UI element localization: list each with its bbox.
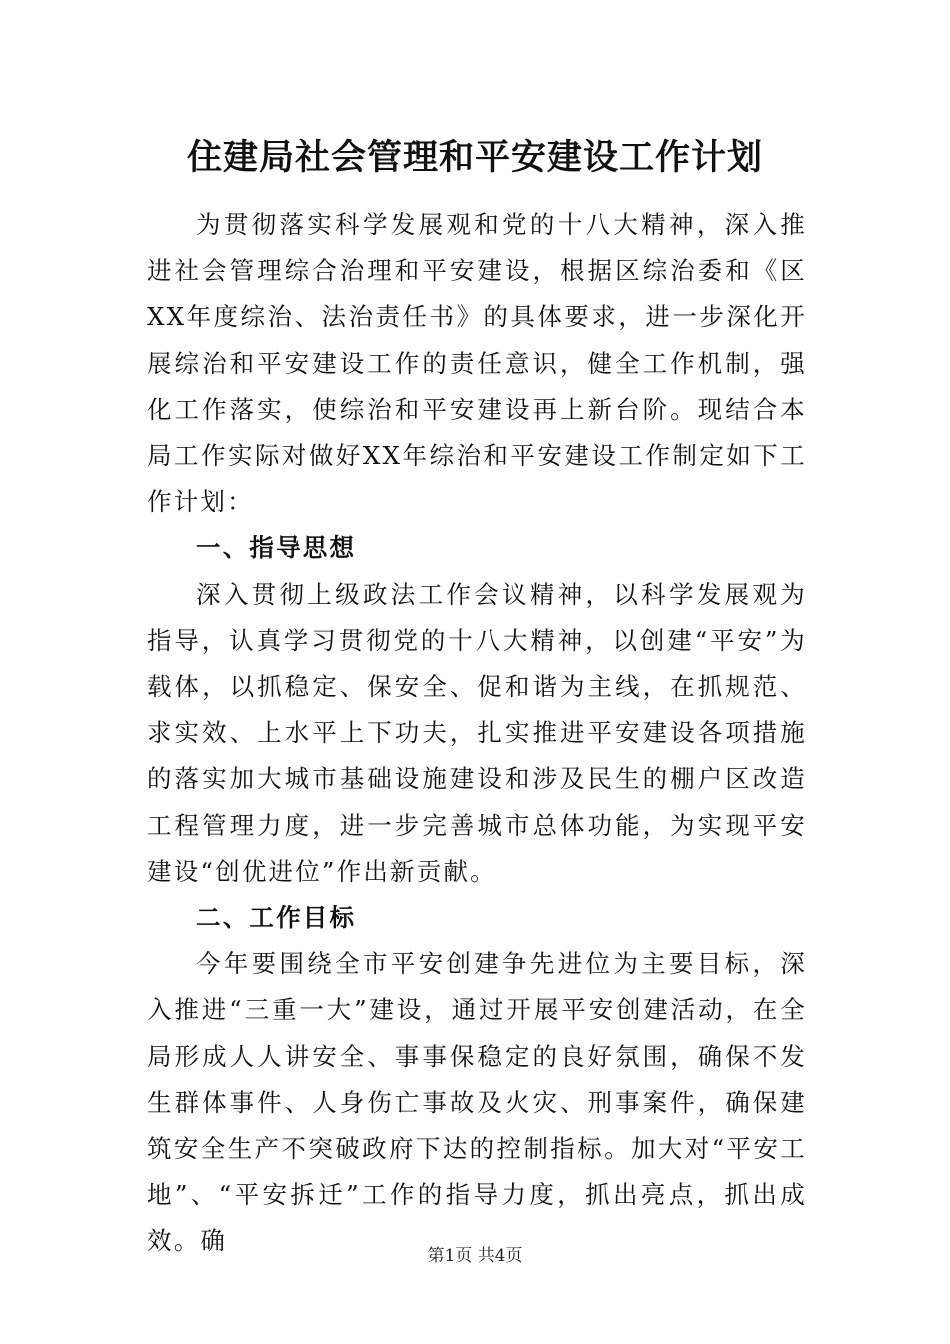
section-heading-guiding-ideology: 一、指导思想 [196,533,357,563]
intro-paragraph: 为贯彻落实科学发展观和党的十八大精神，深入推进社会管理综合治理和平安建设，根据区综治委和《区XX年度综治、法治责任书》的具体要求，进一步深化开展综治和平安建设工作的责任意识，健全工作机制，强化工作落实，使综治和平安建设再上新台阶。现结合本局工作实际对做好XX年综治和平安建设工作制定如下工作计划： [147,210,807,517]
guiding-ideology-paragraph: 深入贯彻上级政法工作会议精神，以科学发展观为指导，认真学习贯彻党的十八大精神，以创建“平安”为载体，以抓稳定、保安全、促和谐为主线，在抓规范、求实效、上水平上下功夫，扎实推进平安建设各项措施的落实加大城市基础设施建设和涉及民生的棚户区改造工程管理力度，进一步完善城市总体功能，为实现平安建设“创优进位”作出新贡献。 [147,579,807,886]
document-body [147,202,807,1265]
work-goals-paragraph: 今年要围绕全市平安创建争先进位为主要目标，深入推进“三重一大”建设，通过开展平安创建活动，在全局形成人人讲安全、事事保稳定的良好氛围，确保不发生群体事件、人身伤亡事故及火灾、刑事案件，确保建筑安全生产不突破政府下达的控制指标。加大对“平安工地”、“平安拆迁”工作的指导力度，抓出亮点，抓出成效。确 [147,949,807,1256]
page-number-footer: 第1页 共4页 [427,1246,523,1266]
document-title: 住建局社会管理和平安建设工作计划 [186,137,763,178]
section-heading-work-goals: 二、工作目标 [196,903,357,933]
